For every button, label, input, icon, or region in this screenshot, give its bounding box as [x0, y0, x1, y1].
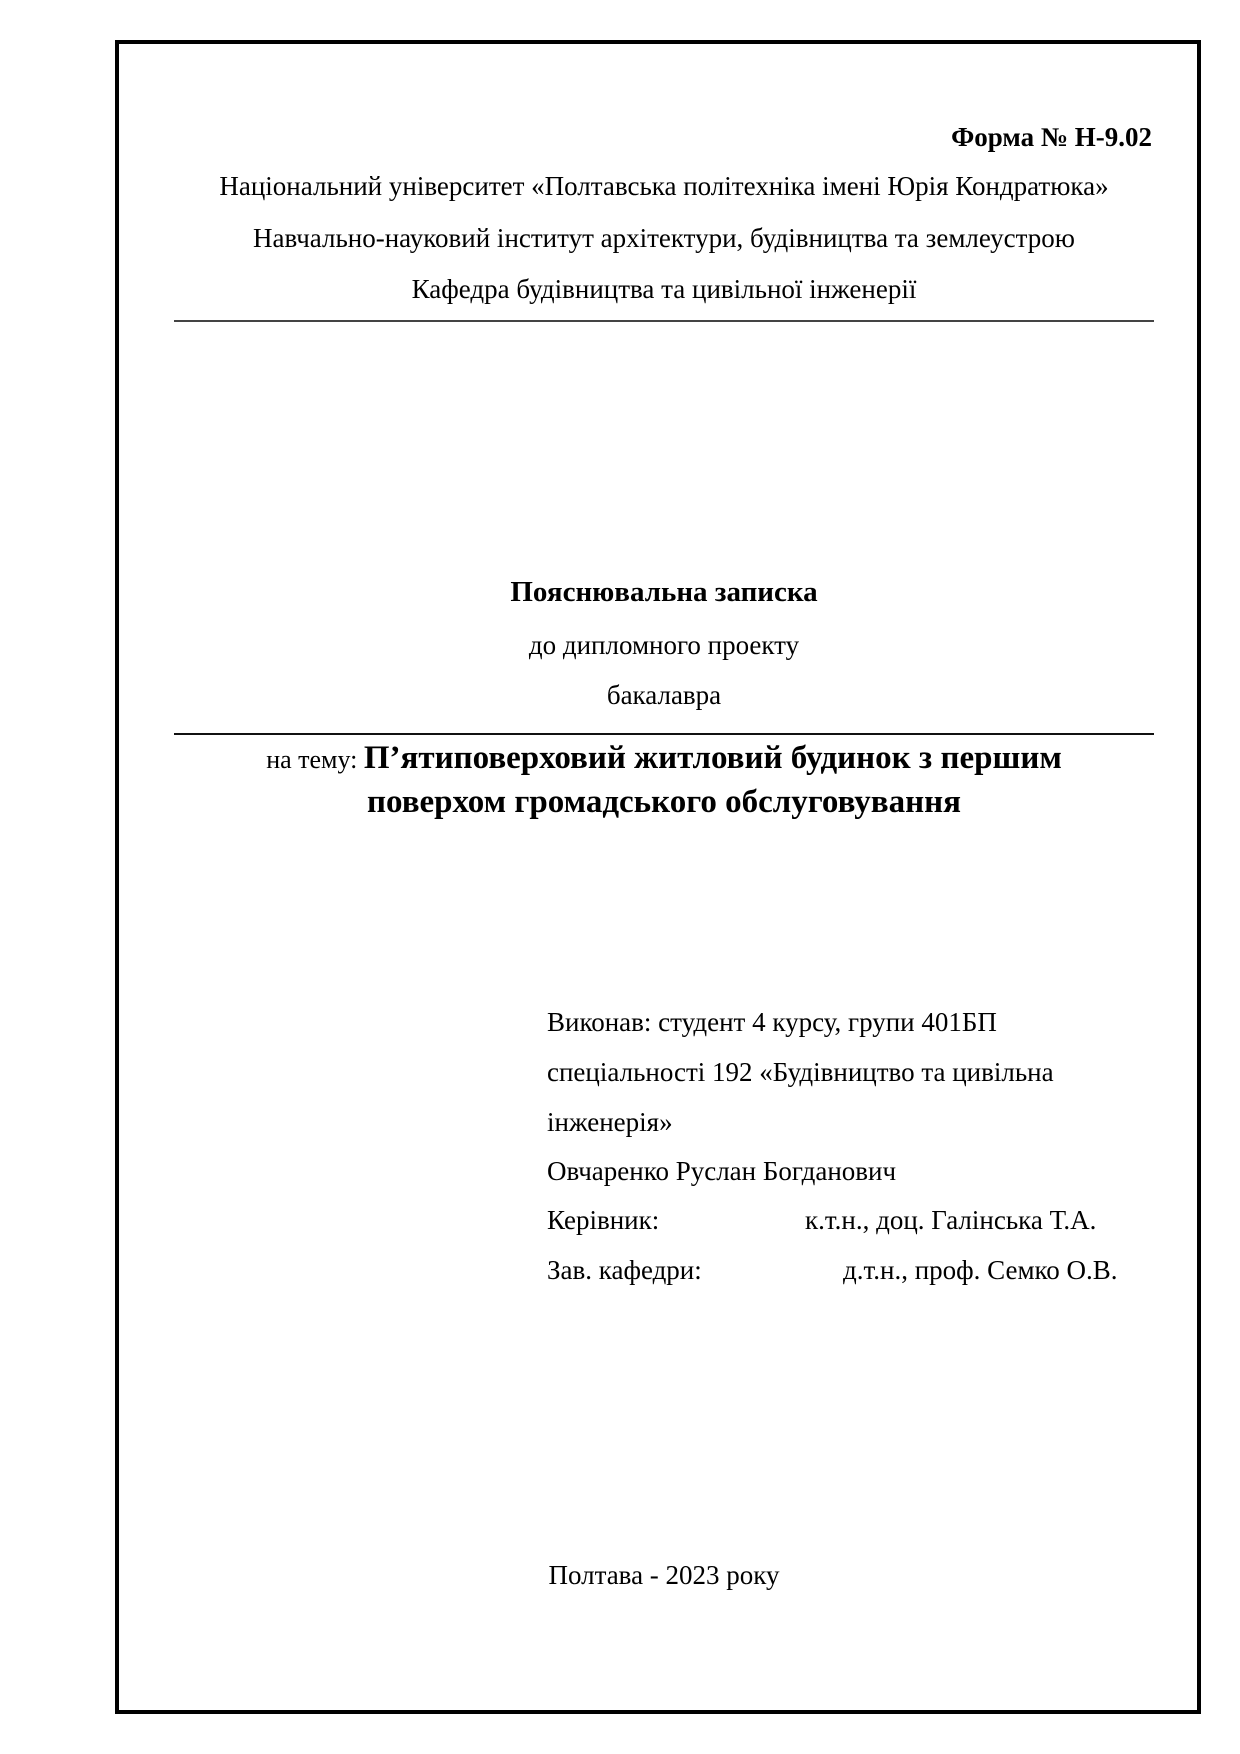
institute-name: Навчально-науковий інститут архітектури, будівництва та землеустрою: [253, 223, 1075, 253]
supervisor-label: Керівник:: [547, 1205, 660, 1235]
degree-level: бакалавра: [606, 680, 722, 710]
topic-line-1: [174, 736, 1154, 786]
supervisor-value: к.т.н., доц. Галінська Т.А.: [805, 1205, 1097, 1235]
head-of-department-value: д.т.н., проф. Семко О.В.: [843, 1255, 1118, 1285]
document-subtitle: до дипломного проекту: [528, 630, 800, 660]
header-divider: [174, 320, 1154, 322]
document-title: Пояснювальна записка: [510, 576, 818, 608]
head-of-department-row: [547, 1254, 1147, 1286]
topic-prefix: на тему:: [266, 745, 364, 774]
topic-title-part-1: П’ятиповерховий житловий будинок з першим: [363, 740, 1062, 776]
performed-by: Виконав: студент 4 курсу, групи 401БП: [547, 1007, 997, 1037]
form-number: Форма № Н-9.02: [951, 122, 1152, 152]
city-year: Полтава - 2023 року: [548, 1560, 780, 1590]
specialty-line-1: спеціальності 192 «Будівництво та цивільна: [547, 1057, 1054, 1087]
topic-title-part-2: поверхом громадського обслуговування: [367, 784, 961, 820]
head-of-department-label: Зав. кафедри:: [547, 1255, 702, 1285]
student-name: Овчаренко Руслан Богданович: [547, 1156, 897, 1186]
department-name: Кафедра будівництва та цивільної інженерії: [411, 274, 917, 304]
supervisor-row: [547, 1204, 1147, 1236]
topic-divider: [174, 733, 1154, 735]
university-name: Національний університет «Полтавська політехніка імені Юрія Кондратюка»: [219, 171, 1109, 201]
topic-line-2: [174, 780, 1154, 830]
specialty-line-2: інженерія»: [547, 1107, 673, 1137]
